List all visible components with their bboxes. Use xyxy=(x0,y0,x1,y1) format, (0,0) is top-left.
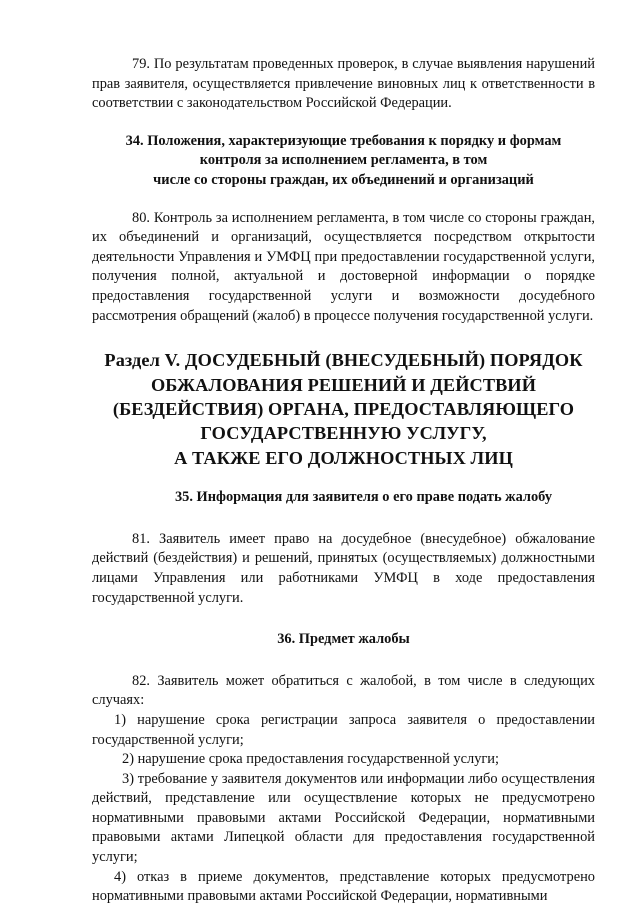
heading-35: 35. Информация для заявителя о его праве подать жалобу xyxy=(174,489,553,506)
heading-34-line: 34. Положения, характеризующие требования к порядку и формам xyxy=(125,132,562,149)
list-item-1: 1) нарушение срока регистрации запроса заявителя о предоставлении государственной услуги; xyxy=(92,711,595,748)
paragraph-80: 80. Контроль за исполнением регламента, в том числе со стороны граждан, их объединений и организаций, осуществляется посредством открытости деятельности Управления и УМФЦ при предоставлении государственной услуги, получения полной, актуальной и достоверной информации о порядке предоставления государственной услуги и возможности досудебного рассмотрения обращений (жалоб) в процессе получения государственной услуги. xyxy=(92,209,595,324)
heading-36: 36. Предмет жалобы xyxy=(277,631,410,648)
section-5-line: А ТАКЖЕ ЕГО ДОЛЖНОСТНЫХ ЛИЦ xyxy=(174,447,513,468)
section-5-line: ОБЖАЛОВАНИЯ РЕШЕНИЙ И ДЕЙСТВИЙ xyxy=(150,374,537,395)
list-item-2: 2) нарушение срока предоставления государственной услуги; xyxy=(122,751,499,768)
paragraph-82: 82. Заявитель может обратиться с жалобой, в том числе в следующих случаях: xyxy=(92,672,595,709)
document-page xyxy=(92,55,595,907)
paragraph-79: 79. По результатам проведенных проверок, в случае выявления нарушений прав заявителя, осуществляется привлечение виновных лиц к ответственности в соответствии с законодательством Российской Федерации. xyxy=(92,56,595,112)
list-item-3: 3) требование у заявителя документов или информации либо осуществления действий, представление или осуществление которых не предусмотрено нормативными правовыми актами Российской Федерации, нормативными правовыми актами Липецкой области для предоставления государственной услуги; xyxy=(92,770,595,866)
paragraph-81: 81. Заявитель имеет право на досудебное (внесудебное) обжалование действий (бездействия) и решений, принятых (осуществляемых) должностными лицами Управления или работниками УМФЦ в ходе предоставления государственной услуги. xyxy=(92,530,595,606)
heading-34-line: контроля за исполнением регламента, в том xyxy=(199,152,488,169)
section-5-line: ГОСУДАРСТВЕННУЮ УСЛУГУ, xyxy=(200,423,487,444)
section-5-line: Раздел V. ДОСУДЕБНЫЙ (ВНЕСУДЕБНЫЙ) ПОРЯДОК xyxy=(104,350,583,371)
section-5-title xyxy=(92,348,595,470)
list-item-4: 4) отказ в приеме документов, представление которых предусмотрено нормативными правовыми актами Российской Федерации, нормативными xyxy=(92,868,595,905)
heading-34 xyxy=(92,132,595,191)
heading-34-line: числе со стороны граждан, их объединений и организаций xyxy=(153,171,534,188)
section-5-line: (БЕЗДЕЙСТВИЯ) ОРГАНА, ПРЕДОСТАВЛЯЮЩЕГО xyxy=(112,398,575,419)
